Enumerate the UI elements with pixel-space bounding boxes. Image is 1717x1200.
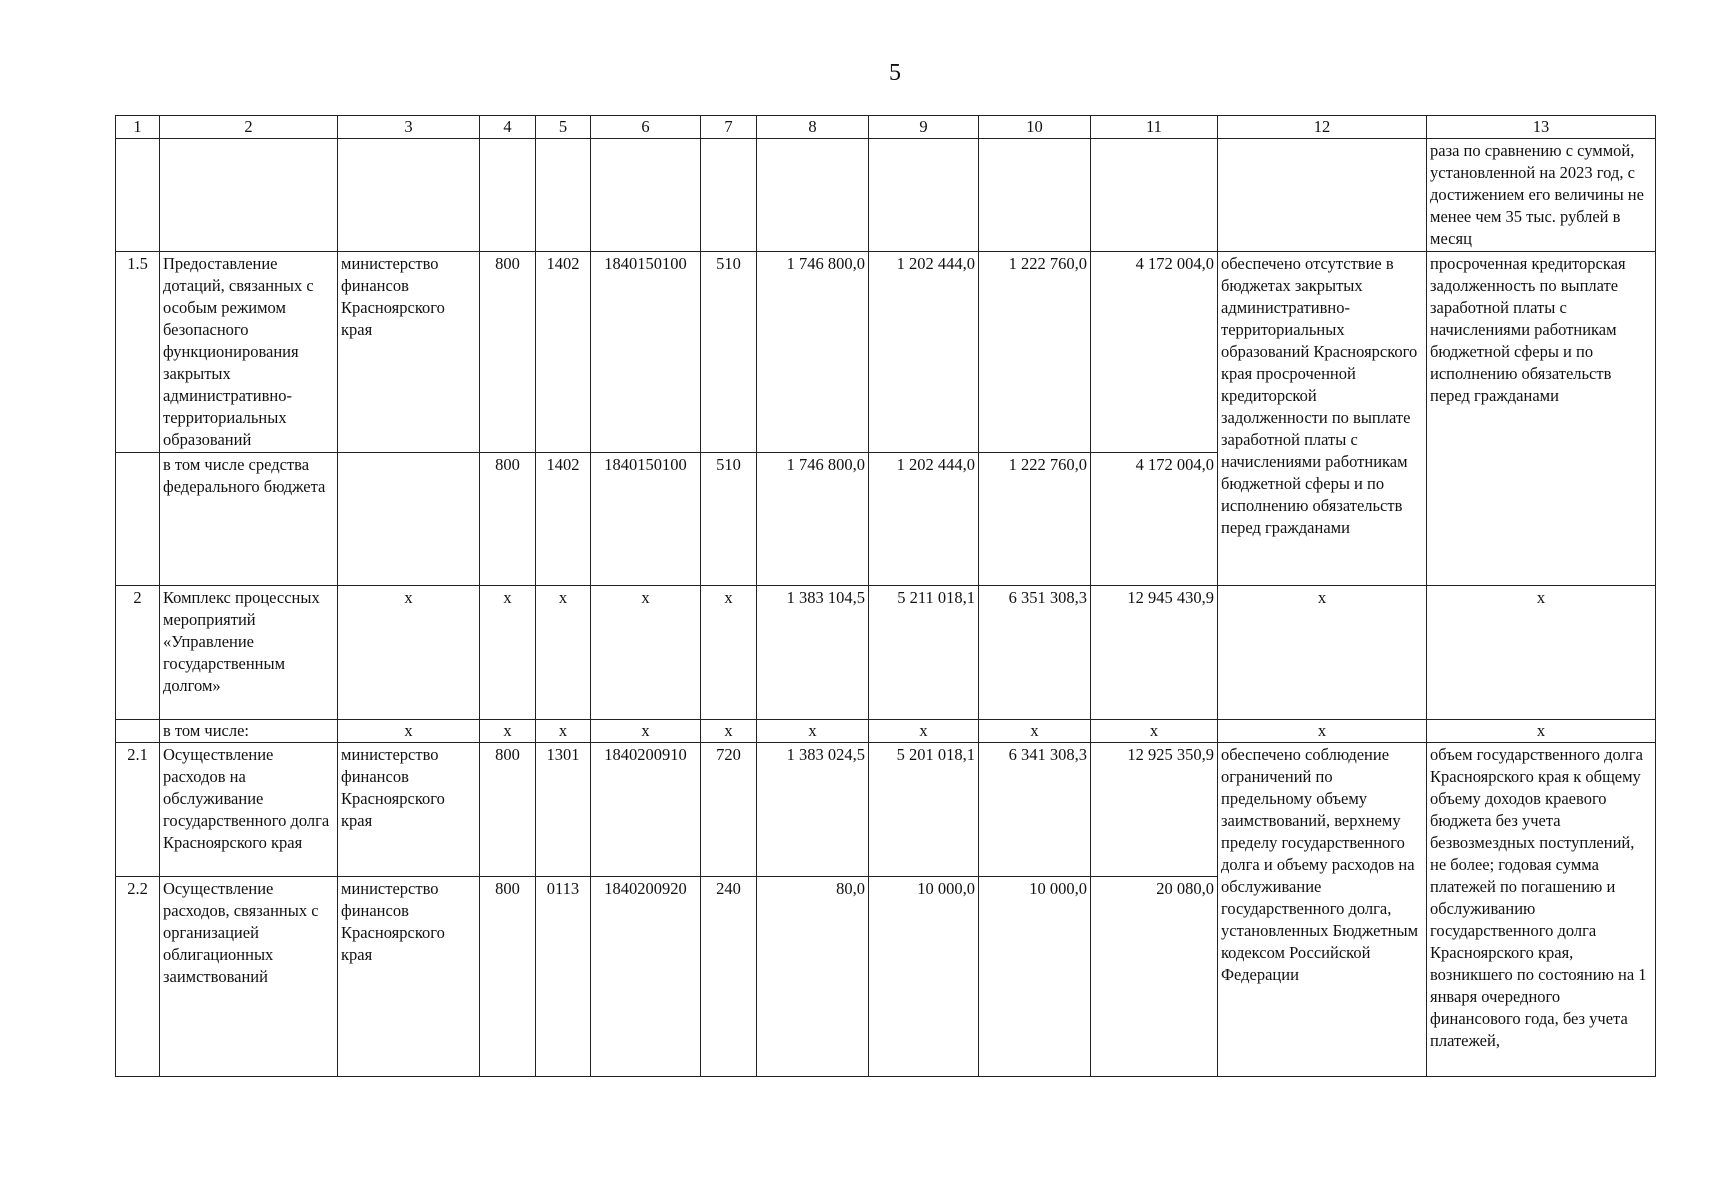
activity-name: Осуществление расходов на обслуживание государственного долга Красноярского края — [160, 743, 338, 877]
x-mark: х — [701, 586, 757, 720]
rzpr-cell: 1402 — [536, 453, 591, 586]
grbs-cell: 800 — [480, 453, 536, 586]
amount-2025: 1 383 104,5 — [757, 586, 869, 720]
indicator-cell: раза по сравнению с суммой, установленной на 2023 год, с достижением его величины не менее чем 35 тыс. рублей в месяц — [1427, 139, 1656, 252]
vr-cell: 720 — [701, 743, 757, 877]
x-mark: х — [591, 720, 701, 743]
row-number: 2.2 — [116, 877, 160, 1077]
amount-total: 20 080,0 — [1091, 877, 1218, 1077]
table-row — [116, 743, 1656, 877]
header-cell: 12 — [1218, 116, 1427, 139]
executor-cell: министерство финансов Красноярского края — [338, 877, 480, 1077]
csr-cell: 1840150100 — [591, 252, 701, 453]
x-mark: х — [869, 720, 979, 743]
amount-2026: 5 211 018,1 — [869, 586, 979, 720]
header-cell: 1 — [116, 116, 160, 139]
rzpr-cell: 1402 — [536, 252, 591, 453]
activity-name: в том числе: — [160, 720, 338, 743]
header-cell: 13 — [1427, 116, 1656, 139]
amount-2026: 1 202 444,0 — [869, 252, 979, 453]
x-mark: х — [480, 586, 536, 720]
grbs-cell: 800 — [480, 743, 536, 877]
row-number: 1.5 — [116, 252, 160, 453]
x-mark: х — [1091, 720, 1218, 743]
csr-cell: 1840150100 — [591, 453, 701, 586]
header-cell: 4 — [480, 116, 536, 139]
header-cell: 2 — [160, 116, 338, 139]
x-mark: х — [591, 586, 701, 720]
page-number: 5 — [889, 60, 901, 86]
header-cell: 7 — [701, 116, 757, 139]
indicator-cell: объем государственного долга Красноярского края к общему объему доходов краевого бюджета без учета безвозмездных поступлений, не более; годовая сумма платежей по погашению и обслуживанию государственного долга Красноярского края, возникшего по состоянию на 1 января очередного финансового года, без учета платежей, — [1427, 743, 1656, 1077]
result-cell: обеспечено отсутствие в бюджетах закрытых административно-территориальных образований Красноярского края просроченной кредиторской задолженности по выплате заработной платы с начислениями работникам бюджетной сферы и по исполнению обязательств перед гражданами — [1218, 252, 1427, 586]
row-number: 2 — [116, 586, 160, 720]
csr-cell: 1840200910 — [591, 743, 701, 877]
amount-total: 12 925 350,9 — [1091, 743, 1218, 877]
amount-2027: 1 222 760,0 — [979, 453, 1091, 586]
amount-2025: 80,0 — [757, 877, 869, 1077]
activity-name: Осуществление расходов, связанных с организацией облигационных заимствований — [160, 877, 338, 1077]
executor-cell: министерство финансов Красноярского края — [338, 252, 480, 453]
executor-cell: министерство финансов Красноярского края — [338, 743, 480, 877]
amount-2025: 1 383 024,5 — [757, 743, 869, 877]
vr-cell: 510 — [701, 252, 757, 453]
amount-2025: 1 746 800,0 — [757, 453, 869, 586]
grbs-cell: 800 — [480, 252, 536, 453]
rzpr-cell: 0113 — [536, 877, 591, 1077]
amount-2026: 5 201 018,1 — [869, 743, 979, 877]
csr-cell: 1840200920 — [591, 877, 701, 1077]
header-cell: 6 — [591, 116, 701, 139]
amount-total: 4 172 004,0 — [1091, 252, 1218, 453]
x-mark: х — [536, 586, 591, 720]
header-cell: 5 — [536, 116, 591, 139]
x-mark: х — [338, 586, 480, 720]
row-number: 2.1 — [116, 743, 160, 877]
table-row — [116, 586, 1656, 720]
activity-name: Комплекс процессных мероприятий «Управление государственным долгом» — [160, 586, 338, 720]
budget-table — [115, 115, 1656, 1077]
header-row — [116, 116, 1656, 139]
amount-2026: 1 202 444,0 — [869, 453, 979, 586]
amount-2027: 10 000,0 — [979, 877, 1091, 1077]
x-mark: х — [1218, 720, 1427, 743]
table-row — [116, 252, 1656, 453]
amount-2027: 1 222 760,0 — [979, 252, 1091, 453]
result-cell: обеспечено соблюдение ограничений по предельному объему заимствований, верхнему пределу государственного долга и объему расходов на обслуживание государственного долга, установленных Бюджетным кодексом Российской Федерации — [1218, 743, 1427, 1077]
x-mark: х — [536, 720, 591, 743]
x-mark: х — [480, 720, 536, 743]
vr-cell: 510 — [701, 453, 757, 586]
amount-2027: 6 341 308,3 — [979, 743, 1091, 877]
x-mark: х — [757, 720, 869, 743]
amount-total: 12 945 430,9 — [1091, 586, 1218, 720]
vr-cell: 240 — [701, 877, 757, 1077]
table-row — [116, 720, 1656, 743]
rzpr-cell: 1301 — [536, 743, 591, 877]
x-mark: х — [1218, 586, 1427, 720]
header-cell: 3 — [338, 116, 480, 139]
amount-total: 4 172 004,0 — [1091, 453, 1218, 586]
x-mark: х — [1427, 586, 1656, 720]
header-cell: 10 — [979, 116, 1091, 139]
x-mark: х — [338, 720, 480, 743]
grbs-cell: 800 — [480, 877, 536, 1077]
x-mark: х — [1427, 720, 1656, 743]
table-row — [116, 139, 1656, 252]
indicator-cell: просроченная кредиторская задолженность по выплате заработной платы с начислениями работникам бюджетной сферы и по исполнению обязательств перед гражданами — [1427, 252, 1656, 586]
header-cell: 9 — [869, 116, 979, 139]
activity-name: в том числе средства федерального бюджета — [160, 453, 338, 586]
header-cell: 11 — [1091, 116, 1218, 139]
activity-name: Предоставление дотаций, связанных с особым режимом безопасного функционирования закрытых административно-территориальных образований — [160, 252, 338, 453]
amount-2025: 1 746 800,0 — [757, 252, 869, 453]
x-mark: х — [979, 720, 1091, 743]
amount-2026: 10 000,0 — [869, 877, 979, 1077]
amount-2027: 6 351 308,3 — [979, 586, 1091, 720]
x-mark: х — [701, 720, 757, 743]
header-cell: 8 — [757, 116, 869, 139]
